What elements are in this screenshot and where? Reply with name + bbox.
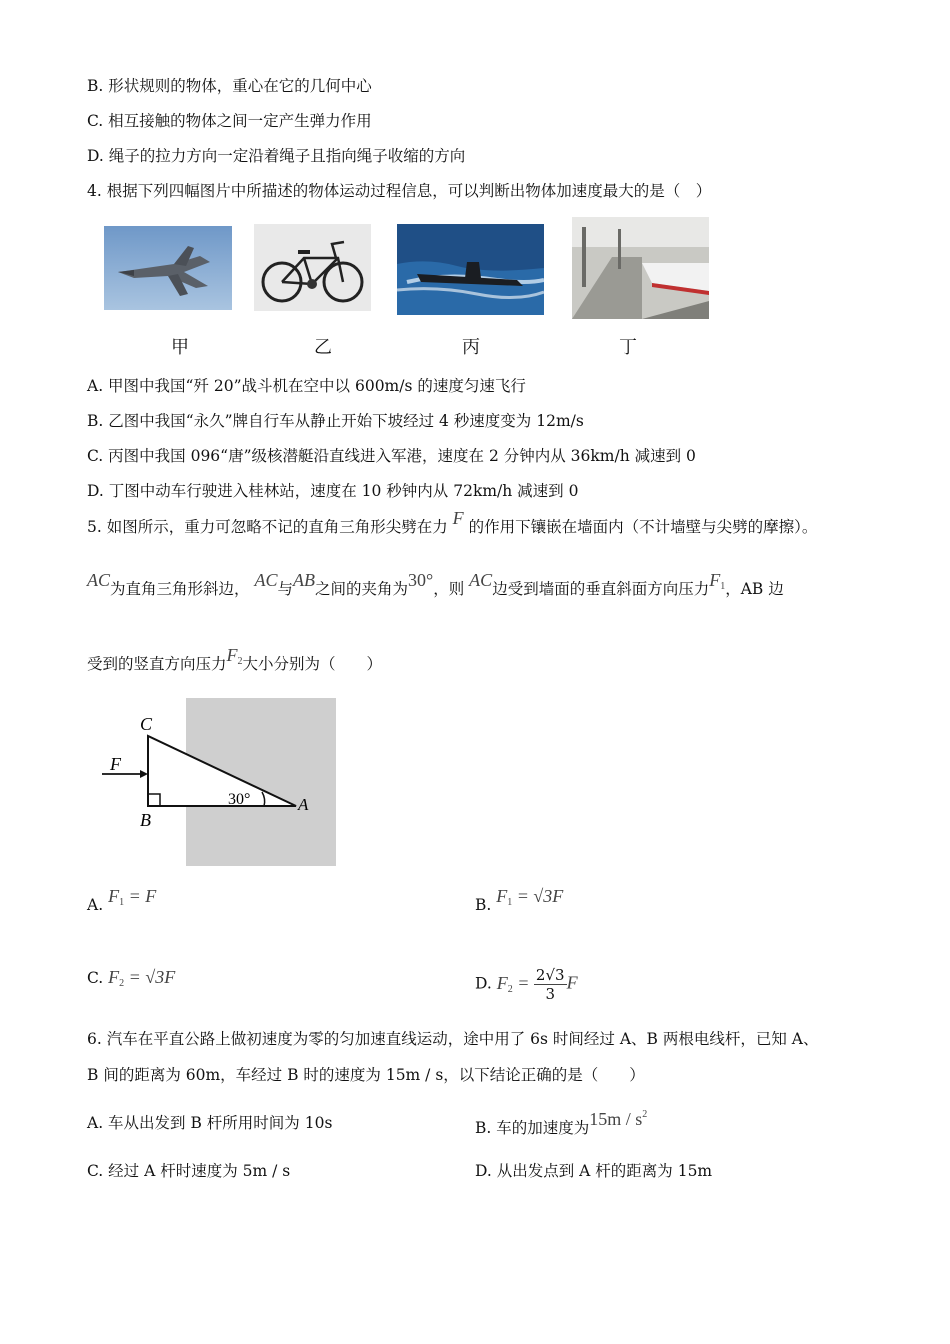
q5-stem-line3: 受到的竖直方向压力$F_2$大小分别为（ ）: [87, 645, 383, 673]
q4-option-c: C. 丙图中我国 096“唐”级核潜艇沿直线进入军港，速度在 2 分钟内从 36km/h 减速到 0: [87, 447, 696, 465]
caption-yi: 乙: [314, 337, 332, 358]
q4-option-b: B. 乙图中我国“永久”牌自行车从静止开始下坡经过 4 秒速度变为 12m/s: [87, 412, 584, 430]
q3-option-c: C. 相互接触的物体之间一定产生弹力作用: [87, 112, 372, 130]
fraction-2sqrt3-over-3: $\frac{2√3}{3}$: [535, 966, 565, 1003]
label-angle: 30°: [228, 791, 251, 808]
caption-ding: 丁: [619, 337, 637, 358]
q3-option-d: D. 绳子的拉力方向一定沿着绳子且指向绳子收缩的方向: [87, 147, 466, 165]
label-f: F: [110, 754, 121, 774]
q6-option-a: A. 车从出发到 B 杆所用时间为 10s: [87, 1114, 333, 1132]
q4-stem: 4. 根据下列四幅图片中所描述的物体运动过程信息，可以判断出物体加速度最大的是（ ）: [87, 182, 712, 200]
q5-option-d: D. $F_2$ = $\frac{2√3}{3}$ F: [475, 966, 578, 1003]
q6-option-c: C. 经过 A 杆时速度为 5m / s: [87, 1162, 291, 1180]
bullet-train-image: [572, 217, 709, 319]
q4-option-a: A. 甲图中我国“歼 20”战斗机在空中以 600m/s 的速度匀速飞行: [87, 377, 526, 395]
q5-stem-line2: AC为直角三角形斜边， AC与AB之间的夹角为30°，则 AC边受到墙面的垂直斜面方向压力$F_1$，AB 边: [87, 570, 784, 598]
label-a: A: [298, 795, 309, 814]
label-c: C: [140, 714, 153, 734]
force-arrow-head: [140, 770, 148, 778]
q4-option-d: D. 丁图中动车行驶进入桂林站，速度在 10 秒钟内从 72km/h 减速到 0: [87, 482, 579, 500]
q5-option-a: A. $F_1 = F$: [87, 886, 157, 914]
q5-option-c: C. $F_2 = √3F$: [87, 967, 176, 989]
q6-option-d: D. 从出发点到 A 杆的距离为 15m: [475, 1162, 713, 1180]
q3-option-b: B. 形状规则的物体，重心在它的几何中心: [87, 77, 372, 95]
label-b: B: [140, 810, 151, 830]
q6-option-b: B. 车的加速度为$15m / s^2$: [475, 1109, 648, 1137]
caption-jia: 甲: [171, 337, 189, 358]
fighter-jet-image: [104, 226, 232, 310]
submarine-image: [397, 224, 544, 315]
wedge-diagram: [96, 698, 341, 868]
bicycle-image: [254, 224, 371, 311]
q5-stem-line1: 5. 如图所示，重力可忽略不记的直角三角形尖劈在力 F 的作用下镶嵌在墙面内（不计墙壁与尖劈的摩擦）。: [87, 508, 818, 536]
caption-bing: 丙: [462, 337, 480, 358]
q5-option-b: B. $F_1 = √3F$: [475, 886, 564, 914]
q6-stem-line1: 6. 汽车在平直公路上做初速度为零的匀加速直线运动，途中用了 6s 时间经过 A、B 两根电线杆，已知 A、: [87, 1030, 819, 1048]
q6-stem-line2: B 间的距离为 60m，车经过 B 时的速度为 15m / s，以下结论正确的是（ ）: [87, 1066, 645, 1084]
